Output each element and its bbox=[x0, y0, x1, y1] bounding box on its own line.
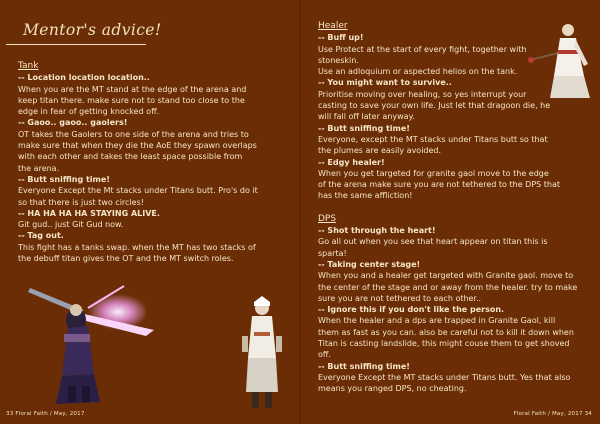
title-underline bbox=[6, 44, 146, 45]
tank-tip-line: keep titan there. make sure not to stand too close to the bbox=[18, 95, 245, 105]
tank-tip-heading: -- Butt sniffing time! bbox=[18, 174, 110, 184]
dps-tip-heading: -- Butt sniffing time! bbox=[318, 361, 410, 371]
left-column bbox=[18, 61, 280, 264]
healer-character-illustration bbox=[240, 296, 284, 408]
healer-tip-line: Everyone, except the MT stacks under Titans butt so that bbox=[318, 134, 548, 144]
dps-tip-line: means you ranged DPS, no cheating. bbox=[318, 384, 467, 394]
healer-tip-heading: -- Buff up! bbox=[318, 33, 364, 43]
tank-tip-heading: -- Location location location.. bbox=[18, 73, 150, 83]
dps-tip-heading: -- Shot through the heart! bbox=[318, 226, 436, 236]
healer-tip-line: will fall off later anyway. bbox=[318, 112, 415, 122]
tank-tip-line: so that there is just two circles! bbox=[18, 197, 144, 207]
section-spacer bbox=[318, 202, 596, 214]
dps-tip-line: them as fast as you can. also be careful not to kill it down when bbox=[318, 327, 574, 337]
tank-tip-line: OT takes the Gaolers to one side of the arena and tries to bbox=[18, 129, 249, 139]
dps-tip-line: off. bbox=[318, 350, 331, 360]
page-title: Mentor's advice! bbox=[23, 21, 162, 39]
tank-tip-line: the debuff titan gives the OT and the MT switch roles. bbox=[18, 254, 234, 264]
tank-tip-line: This fight has a tanks swap. when the MT has two stacks of bbox=[18, 242, 256, 252]
footer-right: Floral Faith / May, 2017 34 bbox=[513, 411, 592, 417]
tank-tip-line: the arena. bbox=[18, 163, 60, 173]
tank-tips bbox=[18, 72, 280, 264]
dps-tip-line: When the healer and a dps are trapped in Granite Gaol, kill bbox=[318, 316, 556, 326]
healer-tip-line: the plumes are easily avoided. bbox=[318, 146, 442, 156]
dps-tip-line: sure you are not tethered to each other.. bbox=[318, 293, 482, 303]
dps-tip-heading: -- Ignore this if you don't like the person. bbox=[318, 305, 505, 315]
healer-tip-line: casting to save your own life. Just let that dragoon die, he bbox=[318, 101, 551, 111]
tank-tip-heading: -- Tag out. bbox=[18, 231, 64, 241]
dps-tip-line: Go all out when you see that heart appear on titan this is bbox=[318, 237, 548, 247]
tank-heading: Tank bbox=[18, 61, 39, 71]
healer-staff-illustration bbox=[528, 20, 594, 98]
tank-tip-line: make sure that when they die the AoE they spawn overlaps bbox=[18, 141, 257, 151]
healer-tip-line: Prioritise moving over healing, so yes interrupt your bbox=[318, 89, 527, 99]
tank-tip-line: Everyone Except the Mt stacks under Titans butt. Pro's do it bbox=[18, 186, 258, 196]
healer-tip-line: When you get targeted for granite gaol move to the edge bbox=[318, 168, 549, 178]
dps-tip-line: sparta! bbox=[318, 248, 347, 258]
dps-tip-heading: -- Taking center stage! bbox=[318, 259, 421, 269]
dps-tips bbox=[318, 225, 596, 394]
dps-tip-line: Everyone Except the MT stacks under Titans butt. Yes that also bbox=[318, 372, 571, 382]
tank-tip-heading: -- HA HA HA HA STAYING ALIVE. bbox=[18, 208, 160, 218]
healer-tip-heading: -- You might want to survive.. bbox=[318, 78, 452, 88]
healer-tip-line: has the same affliction! bbox=[318, 191, 413, 201]
healer-tip-line: of the arena make sure you are not tethered to the DPS that bbox=[318, 180, 561, 190]
tank-tip-line: Git gud.. just Git Gud now. bbox=[18, 220, 124, 230]
healer-tip-line: Use Protect at the start of every fight, together with bbox=[318, 44, 527, 54]
dps-heading: DPS bbox=[318, 213, 337, 224]
tank-tip-line: When you are the MT stand at the edge of the arena and bbox=[18, 84, 247, 94]
healer-tip-heading: -- Butt sniffing time! bbox=[318, 123, 410, 133]
tank-character-illustration bbox=[28, 278, 160, 408]
healer-tip-line: stoneskin. bbox=[318, 55, 359, 65]
page-gutter bbox=[299, 0, 301, 424]
dps-tip-line: the center of the stage and or away from the healer. try to make bbox=[318, 282, 578, 292]
dps-tip-line: Titan is casting landslide, this might couse them to get shoved bbox=[318, 339, 570, 349]
tank-tip-heading: -- Gaoo.. gaoo.. gaolers! bbox=[18, 118, 128, 128]
healer-tip-line: Use an adloquium or aspected helios on the tank. bbox=[318, 67, 518, 77]
healer-tip-heading: -- Edgy healer! bbox=[318, 157, 385, 167]
footer-left: 33 Floral Faith / May, 2017 bbox=[6, 411, 85, 417]
healer-heading: Healer bbox=[318, 21, 348, 31]
tank-tip-line: with each other and takes the least space possible from bbox=[18, 152, 243, 162]
tank-tip-line: edge in fear of getting knocked off. bbox=[18, 107, 160, 117]
dps-tip-line: When you and a healer get targeted with Granite gaol. move to bbox=[318, 271, 574, 281]
